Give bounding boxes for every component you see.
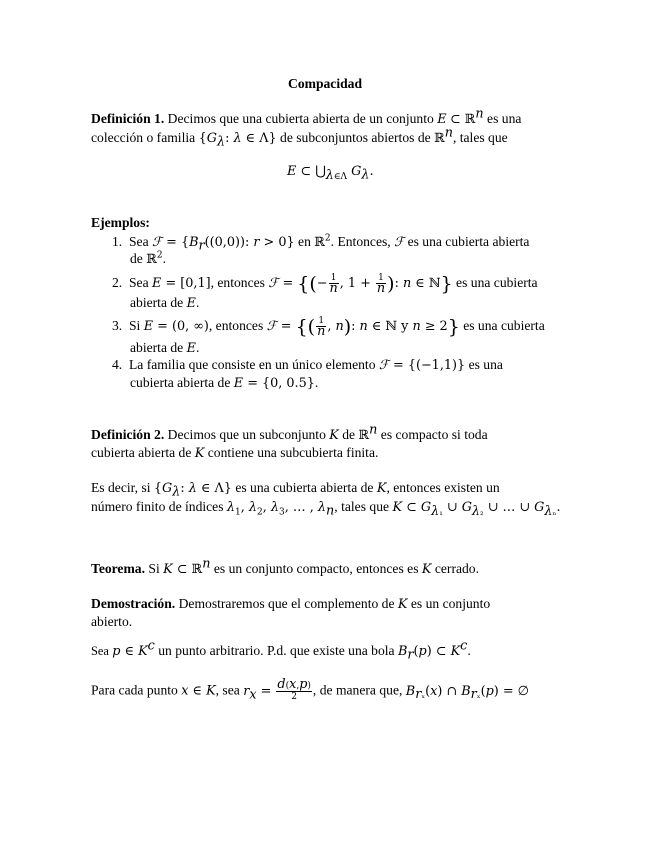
example-item-4-cont: cubierta abierta de E = {0, 0.5}. — [130, 375, 319, 391]
para-line: Para cada punto x ∈ K, sea $r_x$ = $\frac{d(x,p)}{2}$ , de manera que, $B_{r_x}(x)$ ∩ $B_{r_x}(p)$ = ∅ — [91, 677, 529, 703]
def1-line2: colección o familia {$G_\lambda$: λ ∈ Λ} de subconjuntos abiertos de ℝ$^n$, tales que — [91, 125, 508, 150]
example-item-1-cont: de ℝ$^2$. — [130, 250, 167, 267]
teorema-line: Teorema. Si K ⊂ ℝ$^n$ es un conjunto compacto, entonces es K cerrado. — [91, 556, 480, 577]
demo-line2: abierto. — [91, 614, 133, 629]
example-item-3-cont: abierta de E. — [130, 340, 200, 356]
page-title: Compacidad — [288, 76, 363, 91]
sea-line: Sea p ∈ $K^c$ un punto arbitrario. P.d. que existe una bola $B_r(p)$ ⊂ $K^c$. — [91, 638, 471, 663]
demo-label: Demostración. — [91, 596, 176, 611]
esdecir-line1: Es decir, si {$G_\lambda$: λ ∈ Λ} es una cubierta abierta de K, entonces existen un — [91, 480, 500, 500]
example-item-4: 4. La familia que consiste en un único elemento ℱ = {(−1,1)} es una — [112, 357, 503, 373]
example-item-1: 1. Sea ℱ = {$B_r((0,0))$: r > 0} en ℝ$^2$. Entonces, ℱ es una cubierta abierta — [112, 233, 530, 254]
esdecir-line2: número finito de índices $\lambda_1$, $\lambda_2$, $\lambda_3$, … , $\lambda_n$, tales que K ⊂ $G_{\lambda_1}$ ∪ $G_{\lambda_2}$ ∪ … ∪ $G_{\lambda_n}$. — [91, 499, 561, 519]
def2-line2: cubierta abierta de K contiene una subcubierta finita. — [91, 445, 379, 461]
example-item-3: 3. Si E = (0, ∞), entonces ℱ = {( $\frac{1}{n}$ , n): n ∈ ℕ y n ≥ 2} es una cubierta — [112, 316, 545, 339]
def1-formula: E ⊂ $⋃_{\lambda\in\Lambda}$ $G_\lambda$. — [287, 164, 374, 183]
def1-line1: Definición 1. Decimos que una cubierta abierta de un conjunto E ⊂ ℝ$^n$ es una — [91, 106, 522, 127]
example-item-2: 2. Sea E = [0,1], entonces ℱ = {(− $\frac{1}{n}$ , 1 + $\frac{1}{n}$ ): n ∈ ℕ} es una cubierta — [112, 273, 538, 296]
def2-line1: Definición 2. Decimos que un subconjunto K de ℝ$^n$ es compacto si toda — [91, 422, 488, 443]
demo-line1: Demostración. Demostraremos que el complemento de K es un conjunto — [91, 596, 491, 612]
def1-label: Definición 1. — [91, 111, 165, 126]
teorema-label: Teorema. — [91, 561, 145, 576]
examples-label: Ejemplos: — [91, 215, 150, 230]
def2-label: Definición 2. — [91, 427, 165, 442]
example-item-2-cont: abierta de E. — [130, 295, 200, 311]
